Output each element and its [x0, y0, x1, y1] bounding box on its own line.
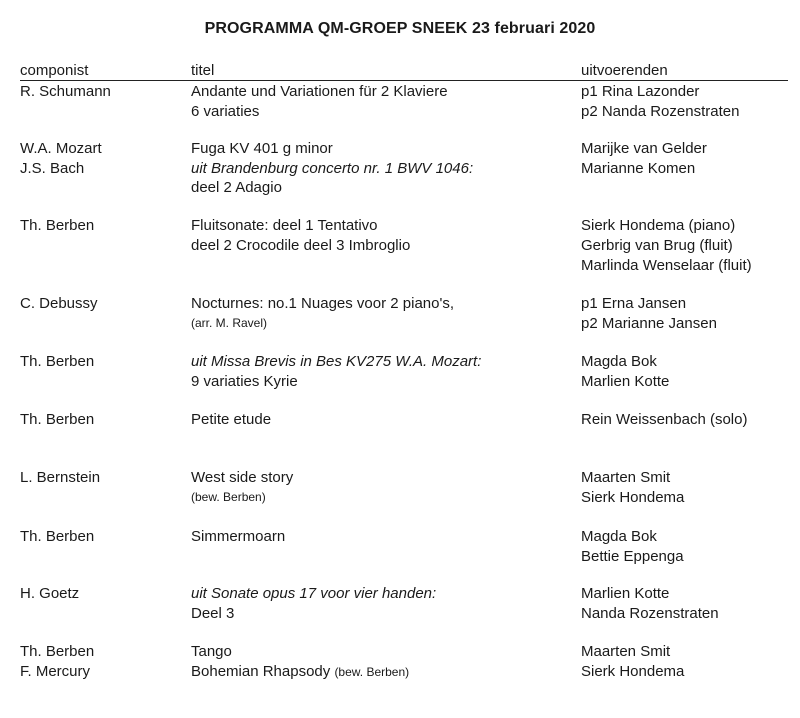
performer-name: Marlinda Wenselaar (fluit): [581, 257, 752, 274]
performer-name: Marlien Kotte: [581, 372, 670, 390]
performer-name: Sierk Hondema: [581, 662, 685, 680]
title-line: Tango: [191, 643, 232, 660]
composer-cell: [20, 294, 180, 314]
performer-cell: [581, 82, 796, 121]
performer-name: Sierk Hondema: [581, 488, 685, 506]
header-uitvoerenden: uitvoerenden: [581, 62, 668, 79]
title-line: deel 2 Adagio: [191, 179, 282, 196]
composer-cell: [20, 216, 180, 236]
composer-name: Th. Berben: [20, 528, 95, 545]
performer-cell: [581, 352, 796, 391]
arranger-note: (bew. Berben): [334, 664, 410, 679]
composer-cell: [20, 82, 180, 102]
performer-name: Gerbrig van Brug (fluit): [581, 237, 733, 254]
performer-cell: [581, 139, 796, 178]
title-line: uit Brandenburg concerto nr. 1 BWV 1046:: [191, 159, 474, 177]
composer-name: Th. Berben: [20, 217, 95, 234]
composer-name: H. Goetz: [20, 585, 80, 602]
performer-name: Nanda Rozenstraten: [581, 604, 719, 622]
composer-name: L. Bernstein: [20, 469, 101, 486]
title-line: uit Sonate opus 17 voor vier handen:: [191, 585, 437, 602]
performer-name: Magda Bok: [581, 528, 657, 545]
title-cell: [191, 468, 571, 507]
title-line: 9 variaties Kyrie: [191, 372, 298, 390]
title-line: West side story: [191, 469, 294, 486]
title-cell: [191, 642, 571, 682]
composer-cell: [20, 527, 180, 547]
performer-cell: [581, 642, 796, 681]
performer-name: Maarten Smit: [581, 469, 671, 486]
title-line: (arr. M. Ravel): [191, 315, 268, 330]
performer-name: Magda Bok: [581, 353, 657, 370]
performer-name: Marijke van Gelder: [581, 140, 707, 157]
composer-name: F. Mercury: [20, 662, 91, 680]
title-cell: [191, 410, 571, 430]
title-cell: [191, 527, 571, 547]
title-line-wrapper: [191, 662, 571, 683]
header-componist: componist: [20, 62, 89, 79]
composer-cell: [20, 468, 180, 488]
title-cell: [191, 584, 571, 623]
title-line: Simmermoarn: [191, 528, 286, 545]
title-line: Andante und Variationen für 2 Klaviere: [191, 83, 448, 100]
title-line: 6 variaties: [191, 102, 260, 120]
composer-name: R. Schumann: [20, 83, 111, 100]
title-cell: [191, 139, 571, 198]
composer-name: C. Debussy: [20, 295, 98, 312]
performer-cell: [581, 584, 796, 623]
performer-cell: [581, 468, 796, 507]
performer-cell: [581, 527, 796, 566]
header-titel: titel: [191, 62, 215, 79]
page-title: PROGRAMMA QM-GROEP SNEEK 23 februari 2020: [204, 20, 596, 37]
title-line: (bew. Berben): [191, 489, 266, 504]
title-line: uit Missa Brevis in Bes KV275 W.A. Mozart:: [191, 353, 482, 370]
title-line: Fuga KV 401 g minor: [191, 140, 333, 157]
title-line: Nocturnes: no.1 Nuages voor 2 piano's,: [191, 295, 455, 312]
composer-name: W.A. Mozart: [20, 140, 102, 157]
composer-name: Th. Berben: [20, 353, 95, 370]
performer-name: p1 Rina Lazonder: [581, 83, 700, 100]
performer-name: Bettie Eppenga: [581, 547, 684, 565]
performer-cell: [581, 410, 796, 430]
title-line: deel 2 Crocodile deel 3 Imbroglio: [191, 236, 411, 254]
table-header: [0, 62, 800, 82]
composer-name: Th. Berben: [20, 411, 95, 428]
performer-name: Sierk Hondema (piano): [581, 217, 736, 234]
composer-cell: [20, 139, 180, 178]
header-rule: [20, 80, 788, 81]
title-line: Deel 3: [191, 604, 235, 622]
title-cell: [191, 294, 571, 333]
title-cell: [191, 352, 571, 391]
composer-name: J.S. Bach: [20, 159, 85, 177]
performer-name: p1 Erna Jansen: [581, 295, 687, 312]
title-line: Petite etude: [191, 411, 272, 428]
performer-cell: [581, 294, 796, 333]
composer-cell: [20, 642, 180, 681]
performer-name: Marianne Komen: [581, 159, 696, 177]
performer-name: Maarten Smit: [581, 643, 671, 660]
composer-cell: [20, 410, 180, 430]
composer-cell: [20, 584, 180, 604]
performer-name: Marlien Kotte: [581, 585, 670, 602]
performer-name: Rein Weissenbach (solo): [581, 411, 748, 428]
composer-cell: [20, 352, 180, 372]
title-cell: [191, 216, 571, 255]
performer-cell: [581, 216, 796, 276]
title-cell: [191, 82, 571, 121]
composer-name: Th. Berben: [20, 643, 95, 660]
title-line: Fluitsonate: deel 1 Tentativo: [191, 217, 378, 234]
title-line: Bohemian Rhapsody: [191, 662, 331, 680]
performer-name: p2 Nanda Rozenstraten: [581, 102, 740, 120]
performer-name: p2 Marianne Jansen: [581, 314, 717, 332]
